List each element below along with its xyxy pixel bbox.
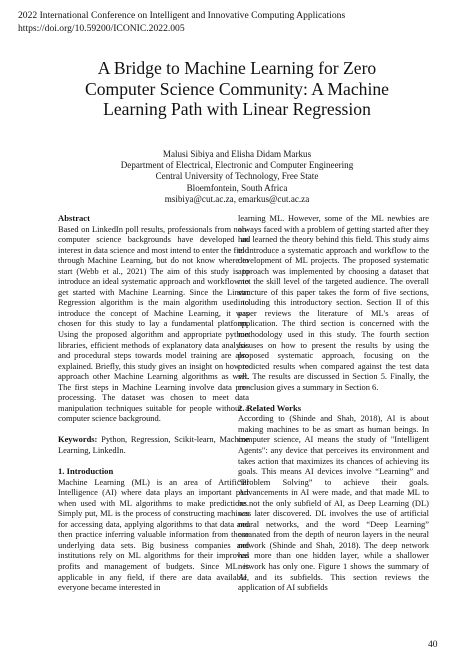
keywords: [58, 434, 249, 455]
title-line: Learning Path with Linear Regression: [103, 99, 371, 119]
conference-line: 2022 International Conference on Intelligent and Innovative Computing Applications: [18, 10, 346, 21]
author-department: Department of Electrical, Electronic and Computer Engineering: [120, 160, 354, 171]
page-number: 40: [428, 640, 438, 650]
paper-title: [40, 58, 434, 120]
introduction-text: Machine Learning (ML) is an area of Artificial Intelligence (AI) where data plays an important part when used with ML algorithms to make predictions. Simply put, ML is the process of constructing machines for accessing data, applying algorithms to that data and then practice inferring valuable information from those underlying data sets. Big business companies and institutions rely on ML algorithms for their improved profits and management of budgets. Since ML is applicable in any field, if there are data available, everyone became interested in: [58, 476, 249, 593]
title-line: Computer Science Community: A Machine: [85, 78, 389, 99]
running-header: [18, 10, 345, 35]
author-university: Central University of Technology, Free State: [155, 171, 319, 182]
title-line: A Bridge to Machine Learning for Zero: [97, 58, 377, 78]
related-works-heading: 2. Related Works: [238, 402, 302, 413]
author-names: Malusi Sibiya and Elisha Didam Markus: [162, 149, 312, 159]
right-column: [238, 213, 429, 593]
doi-line: https://doi.org/10.59200/ICONIC.2022.005: [18, 22, 185, 34]
abstract-heading: Abstract: [58, 213, 90, 223]
related-works-text: According to (Shinde and Shah, 2018), AI is about making machines to be as smart as human beings. In computer science, AI means the study of "Intelligent Agents": any device that perceives its environment and takes action that maximizes its chances of achieving its goals. This means AI devices involve “Learning” and “Problem Solving” to achieve their goals. Advancements in AI were made, and that made ML to be not the only subfield of AI, as Deep Learning (DL) was later discovered. DL involves the use of artificial neural networks, and the word “Deep Learning” emanated from the depth of neuron layers in the neural network (Shinde and Shah, 2018). The deep network has more than one hidden layer, while a shallower network has only one. Figure 1 shows the summary of AI and its subfields. This section reviews the application of AI subfields: [238, 413, 429, 593]
keywords-label: Keywords:: [58, 434, 98, 445]
keywords-text: Python, Regression, Scikit-learn, Machine Learning, LinkedIn.: [58, 434, 249, 455]
introduction-heading: 1. Introduction: [58, 466, 114, 477]
left-column: [58, 213, 249, 593]
author-block: [60, 149, 414, 205]
author-emails: msibiya@cut.ac.za, emarkus@cut.ac.za: [164, 193, 310, 204]
introduction-continuation: learning ML. However, some of the ML newbies are always faced with a problem of getting started after they had learned the theory behind this field. This study aims to introduce a systematic approach and workflow to the development of ML projects. The proposed systematic approach was implemented by choosing a dataset that met the skill level of the targeted audience. The overall structure of this paper takes the form of five sections, including this introductory section. Section II of this paper reviews the literature of ML's areas of application. The third section is concerned with the methodology used in this study. The fourth section focuses on how to present the results by using the proposed systematic approach, focusing on the predicted results when compared against the test data set. The results are discussed in Section 5. Finally, the conclusion gives a summary in Section 6.: [238, 213, 429, 392]
author-location: Bloemfontein, South Africa: [186, 182, 288, 193]
abstract-text: Based on LinkedIn poll results, professionals from non-computer science backgrounds have developed an interest in data science and most intend to enter the field through Machine Learning, but do not know where to start (Webb et al., 2021) The aim of this study is to introduce an ideal systematic approach and workflow to get started with Machine Learning. Since the Linear Regression algorithm is the main algorithm used to introduce the concept of Machine Learning, it was chosen for this study to lay a fundamental platform. Using the proposed algorithm and appropriate python libraries, efficient methods of explanatory data analysis and procedural steps towards model training are also explained. Briefly, this study gives an insight on how to approach other Machine Learning algorithms as well. The first steps in Machine Learning involve data pre-processing. The dataset was chosen to meet data manipulation techniques suitable for people without a computer science background.: [58, 223, 249, 424]
